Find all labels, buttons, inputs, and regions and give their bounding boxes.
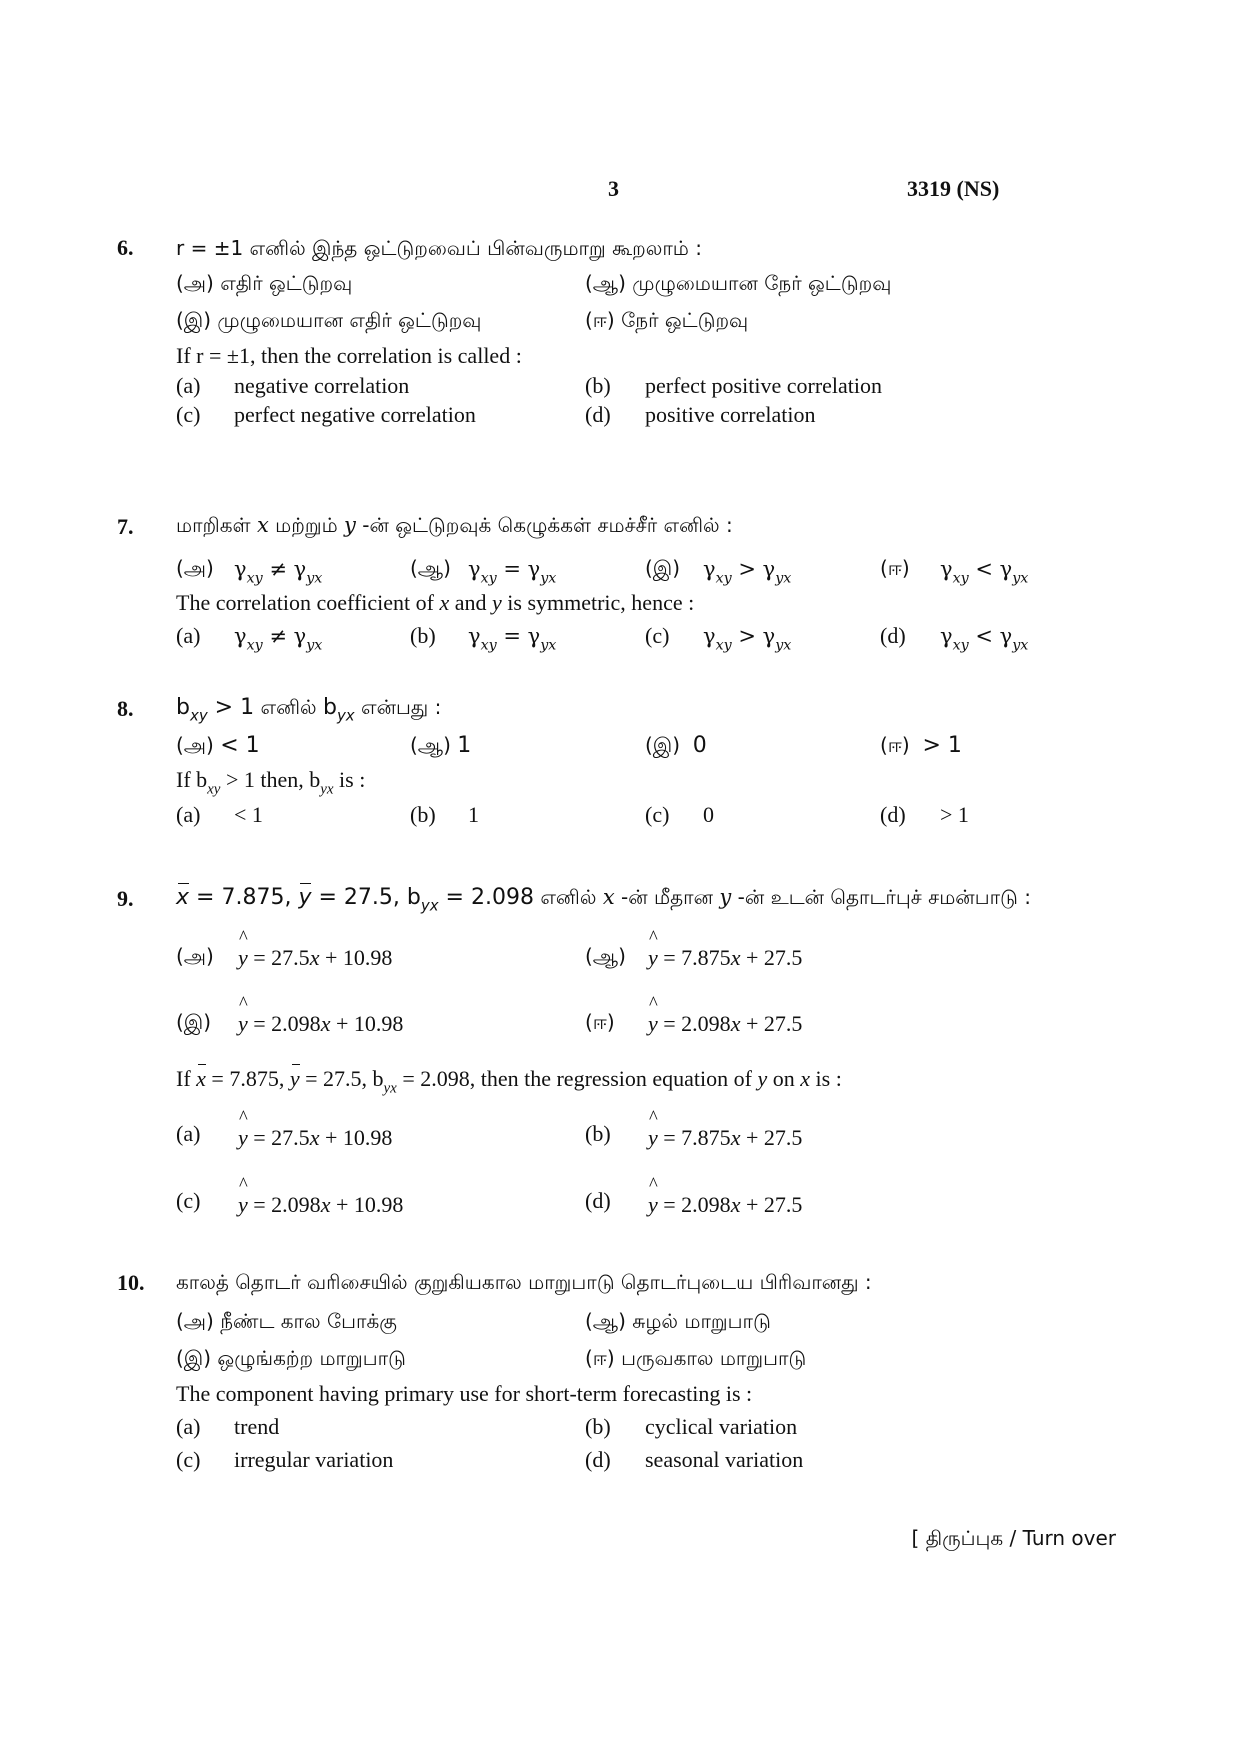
tamil-option-d: (ஈ) > 1 [880, 733, 962, 758]
english-question: The correlation coefficient of x and y is symmetric, hence : [176, 590, 695, 615]
option-text: negative correlation [234, 373, 410, 398]
option-marker: (c) [645, 623, 670, 648]
tamil-question: $b_{xy} > 1$ எனில் $b_{yx}$ என்பது : [176, 695, 442, 725]
option-marker: (d) [585, 1447, 611, 1472]
option-marker: (ஆ) [410, 556, 451, 580]
option-text: 0 [703, 802, 714, 827]
option-equation: ^ y = 2.098x + 10.98 [238, 1011, 403, 1037]
option-text: perfect negative correlation [234, 402, 476, 427]
text-part: -ன் ஒட்டுறவுக் கெழுக்கள் சமச்சீர் எனில் : [362, 513, 733, 537]
option-marker: (a) [176, 1121, 201, 1146]
option-marker: (அ) [176, 556, 214, 580]
tamil-question [176, 513, 733, 540]
option-equation: ^ y = 2.098x + 10.98 [238, 1192, 403, 1218]
option-formula: $\gamma_{xy} \ne \gamma_{yx}$ [234, 557, 323, 587]
option-text: trend [234, 1414, 280, 1439]
tamil-option-b [585, 271, 891, 298]
tamil-question: காலத் தொடர் வரிசையில் குறுகியகால மாறுபாடு தொடர்புடைய பிரிவானது : [176, 1270, 872, 1294]
option-formula: $\gamma_{xy} = \gamma_{yx}$ [468, 557, 557, 587]
option-text: seasonal variation [645, 1447, 804, 1472]
option-formula: $\gamma_{xy} = \gamma_{yx}$ [468, 624, 557, 654]
tamil-option-d [585, 308, 748, 335]
option-marker: (அ) [176, 271, 214, 295]
page-number: 3 [608, 176, 619, 201]
option-text: cyclical variation [645, 1414, 798, 1439]
option-formula: $\gamma_{xy} < \gamma_{yx}$ [940, 624, 1029, 654]
tamil-option-d: (ஈ) பருவகால மாறுபாடு [585, 1346, 807, 1370]
question-number: 10. [117, 1270, 145, 1295]
option-marker: (d) [585, 1188, 611, 1213]
tamil-option-c [176, 308, 481, 335]
option-text: எதிர் ஒட்டுறவு [220, 271, 353, 295]
tamil-option-a: (அ) < 1 [176, 733, 260, 758]
option-marker: (ஈ) [585, 308, 615, 332]
option-equation: ^ y = 2.098x + 27.5 [648, 1011, 802, 1037]
option-marker: (b) [585, 1414, 611, 1439]
option-marker: (d) [880, 802, 906, 827]
option-marker: (d) [585, 402, 611, 427]
option-text: < 1 [234, 802, 263, 827]
option-marker: (b) [585, 1121, 611, 1146]
question-number: 8. [117, 696, 134, 721]
option-marker: (ஈ) [880, 556, 910, 580]
option-marker: (இ) [176, 308, 212, 332]
var-y: y [344, 513, 356, 537]
option-equation: ^ y = 7.875x + 27.5 [648, 1125, 802, 1151]
option-marker: (ஆ) [585, 944, 626, 968]
option-text: positive correlation [645, 402, 816, 427]
option-equation: ^ y = 27.5x + 10.98 [238, 945, 392, 971]
option-marker: (c) [645, 802, 670, 827]
tamil-question: r = ±1 எனில் இந்த ஒட்டுறவைப் பின்வருமாறு கூறலாம் : [176, 236, 702, 260]
tamil-option-b: (ஆ) சுழல் மாறுபாடு [585, 1309, 771, 1333]
option-marker: (c) [176, 402, 201, 427]
option-equation: ^ y = 27.5x + 10.98 [238, 1125, 392, 1151]
option-marker: (b) [410, 802, 436, 827]
tamil-option-a: (அ) நீண்ட கால போக்கு [176, 1309, 397, 1333]
option-marker: (a) [176, 623, 201, 648]
option-marker: (ஆ) [585, 271, 626, 295]
option-marker: (a) [176, 373, 201, 398]
text-part: மாறிகள் [176, 513, 251, 537]
option-equation: ^ y = 7.875x + 27.5 [648, 945, 802, 971]
option-text: நேர் ஒட்டுறவு [621, 308, 749, 332]
english-question: If x = 7.875, y = 27.5, $b_{yx} = 2.098$, then the regression equation of y on x is : [176, 1066, 842, 1097]
option-formula: $\gamma_{xy} > \gamma_{yx}$ [703, 557, 792, 587]
option-text: perfect positive correlation [645, 373, 883, 398]
english-question: If r = ±1, then the correlation is called : [176, 343, 522, 368]
option-text: 1 [468, 802, 479, 827]
tamil-option-c: (இ) 0 [645, 733, 707, 758]
option-marker: (இ) [645, 556, 681, 580]
option-text: irregular variation [234, 1447, 394, 1472]
paper-code: 3319 (NS) [907, 176, 1000, 201]
option-text: > 1 [940, 802, 969, 827]
option-marker: (c) [176, 1447, 201, 1472]
option-marker: (d) [880, 623, 906, 648]
option-marker: (b) [410, 623, 436, 648]
text-part: மற்றும் [275, 513, 338, 537]
option-marker: (ஈ) [585, 1010, 615, 1034]
option-marker: (அ) [176, 944, 214, 968]
question-number: 9. [117, 886, 134, 911]
turn-over-note: [ திருப்புக / Turn over [911, 1526, 1116, 1550]
option-text: முழுமையான நேர் ஒட்டுறவு [632, 271, 892, 295]
option-formula: $\gamma_{xy} > \gamma_{yx}$ [703, 624, 792, 654]
question-number: 6. [117, 235, 134, 260]
option-marker: (இ) [176, 1010, 212, 1034]
option-marker: (a) [176, 802, 201, 827]
english-question: The component having primary use for short-term forecasting is : [176, 1381, 753, 1406]
option-marker: (b) [585, 373, 611, 398]
option-formula: $\gamma_{xy} \ne \gamma_{yx}$ [234, 624, 323, 654]
question-number: 7. [117, 514, 134, 539]
var-x: x [256, 513, 269, 537]
tamil-question: x = 7.875, y = 27.5, $b_{yx} = 2.098$ எனில் x -ன் மீதான y -ன் உடன் தொடர்புச் சமன்பாடு : [176, 885, 1031, 915]
tamil-option-a [176, 271, 352, 298]
tamil-option-c: (இ) ஒழுங்கற்ற மாறுபாடு [176, 1346, 406, 1370]
tamil-option-b: (ஆ) 1 [410, 733, 472, 758]
option-equation: ^ y = 2.098x + 27.5 [648, 1192, 802, 1218]
english-question: If $b_{xy} > 1$ then, $b_{yx}$ is : [176, 767, 366, 798]
option-marker: (c) [176, 1188, 201, 1213]
option-formula: $\gamma_{xy} < \gamma_{yx}$ [940, 557, 1029, 587]
option-marker: (a) [176, 1414, 201, 1439]
option-text: முழுமையான எதிர் ஒட்டுறவு [217, 308, 482, 332]
